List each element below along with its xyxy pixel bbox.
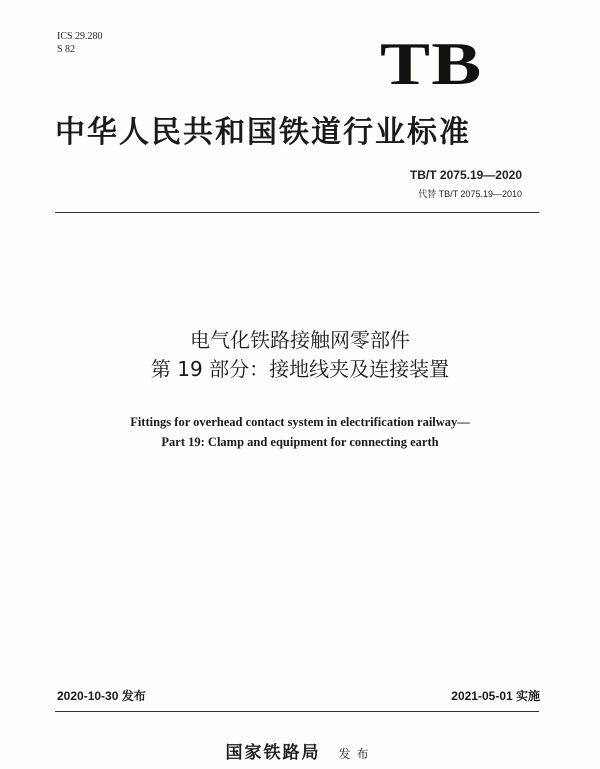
- organization-title: 中华人民共和国铁道行业标准: [55, 115, 471, 150]
- publish-date: 2020-10-30 发布: [57, 689, 146, 703]
- issue-label: 发布: [338, 747, 375, 761]
- issuer-name: 国家铁路局: [225, 743, 321, 763]
- top-divider: [55, 212, 539, 213]
- standard-number-block: [410, 167, 522, 201]
- chinese-title-line-2: 第 19 部分：接地线夹及连接装置: [150, 357, 450, 381]
- implement-date: 2021-05-01 实施: [451, 689, 540, 703]
- chinese-title: [0, 326, 600, 384]
- tb-logo: TB: [380, 31, 483, 97]
- english-title-line-2: Part 19: Clamp and equipment for connecting earth: [161, 435, 439, 449]
- english-title: [0, 412, 600, 452]
- ics-code: ICS 29.280: [57, 31, 103, 42]
- chinese-title-line-1: 电气化铁路接触网零部件: [190, 328, 410, 352]
- standard-number: TB/T 2075.19—2020: [409, 168, 522, 182]
- bottom-divider: [55, 711, 539, 712]
- replaces-standard: 代替 TB/T 2075.19—2010: [418, 189, 522, 199]
- english-title-line-1: Fittings for overhead contact system in electrification railway—: [130, 415, 470, 429]
- issuer-line: [0, 738, 600, 763]
- category-code: S 82: [57, 44, 76, 55]
- classification-codes: [57, 30, 103, 56]
